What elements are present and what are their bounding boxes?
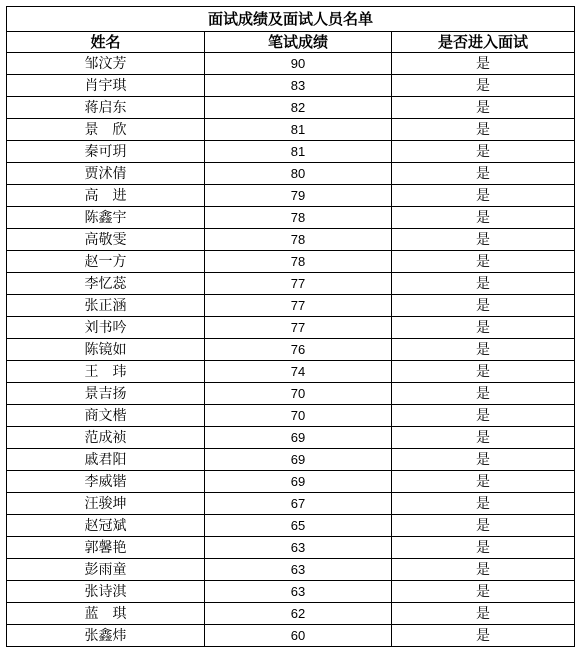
cell-score: 80 xyxy=(205,163,392,185)
cell-name: 张鑫炜 xyxy=(7,625,205,647)
cell-name: 赵冠斌 xyxy=(7,515,205,537)
table-row xyxy=(7,53,575,75)
cell-score: 78 xyxy=(205,207,392,229)
cell-name: 范成祯 xyxy=(7,427,205,449)
cell-interview: 是 xyxy=(392,185,575,207)
table-row xyxy=(7,207,575,229)
cell-name: 蒋启东 xyxy=(7,97,205,119)
title-row xyxy=(7,7,575,32)
table-row xyxy=(7,383,575,405)
cell-score: 77 xyxy=(205,273,392,295)
cell-score: 67 xyxy=(205,493,392,515)
table-row xyxy=(7,581,575,603)
cell-score: 63 xyxy=(205,537,392,559)
cell-name: 汪骏坤 xyxy=(7,493,205,515)
cell-interview: 是 xyxy=(392,625,575,647)
cell-name: 王 玮 xyxy=(7,361,205,383)
table-row xyxy=(7,537,575,559)
cell-score: 69 xyxy=(205,471,392,493)
table-row xyxy=(7,185,575,207)
table-row xyxy=(7,559,575,581)
cell-interview: 是 xyxy=(392,603,575,625)
cell-interview: 是 xyxy=(392,97,575,119)
cell-name: 邹汶芳 xyxy=(7,53,205,75)
cell-name: 高 进 xyxy=(7,185,205,207)
table-row xyxy=(7,427,575,449)
results-document xyxy=(6,6,575,647)
cell-score: 78 xyxy=(205,229,392,251)
cell-interview: 是 xyxy=(392,229,575,251)
cell-interview: 是 xyxy=(392,449,575,471)
cell-interview: 是 xyxy=(392,163,575,185)
cell-score: 81 xyxy=(205,141,392,163)
cell-name: 肖宇琪 xyxy=(7,75,205,97)
table-row xyxy=(7,515,575,537)
cell-interview: 是 xyxy=(392,317,575,339)
cell-score: 82 xyxy=(205,97,392,119)
cell-interview: 是 xyxy=(392,273,575,295)
table-row xyxy=(7,163,575,185)
cell-interview: 是 xyxy=(392,537,575,559)
table-row xyxy=(7,97,575,119)
cell-name: 秦可玥 xyxy=(7,141,205,163)
cell-name: 张诗淇 xyxy=(7,581,205,603)
cell-interview: 是 xyxy=(392,427,575,449)
cell-interview: 是 xyxy=(392,383,575,405)
cell-name: 商文楷 xyxy=(7,405,205,427)
cell-interview: 是 xyxy=(392,251,575,273)
cell-score: 63 xyxy=(205,581,392,603)
table-row xyxy=(7,273,575,295)
cell-name: 李忆蕊 xyxy=(7,273,205,295)
table-row xyxy=(7,603,575,625)
cell-name: 彭雨童 xyxy=(7,559,205,581)
cell-score: 79 xyxy=(205,185,392,207)
cell-interview: 是 xyxy=(392,581,575,603)
table-row xyxy=(7,317,575,339)
table-row xyxy=(7,295,575,317)
cell-interview: 是 xyxy=(392,339,575,361)
cell-score: 70 xyxy=(205,383,392,405)
cell-name: 郭馨艳 xyxy=(7,537,205,559)
cell-name: 景吉扬 xyxy=(7,383,205,405)
cell-score: 77 xyxy=(205,317,392,339)
cell-name: 景 欣 xyxy=(7,119,205,141)
table-row xyxy=(7,75,575,97)
cell-name: 高敬雯 xyxy=(7,229,205,251)
cell-name: 陈镜如 xyxy=(7,339,205,361)
cell-interview: 是 xyxy=(392,119,575,141)
cell-score: 81 xyxy=(205,119,392,141)
table-row xyxy=(7,625,575,647)
cell-interview: 是 xyxy=(392,75,575,97)
cell-interview: 是 xyxy=(392,405,575,427)
cell-score: 69 xyxy=(205,427,392,449)
header-row xyxy=(7,32,575,53)
cell-score: 83 xyxy=(205,75,392,97)
cell-name: 赵一方 xyxy=(7,251,205,273)
cell-score: 63 xyxy=(205,559,392,581)
cell-name: 蓝 琪 xyxy=(7,603,205,625)
cell-score: 74 xyxy=(205,361,392,383)
table-row xyxy=(7,251,575,273)
cell-interview: 是 xyxy=(392,295,575,317)
table-title: 面试成绩及面试人员名单 xyxy=(7,7,575,32)
cell-interview: 是 xyxy=(392,515,575,537)
cell-score: 60 xyxy=(205,625,392,647)
table-row xyxy=(7,141,575,163)
cell-name: 贾沭倩 xyxy=(7,163,205,185)
cell-score: 69 xyxy=(205,449,392,471)
cell-name: 陈鑫宇 xyxy=(7,207,205,229)
table-row xyxy=(7,229,575,251)
cell-name: 刘书吟 xyxy=(7,317,205,339)
cell-score: 90 xyxy=(205,53,392,75)
cell-name: 戚君阳 xyxy=(7,449,205,471)
cell-score: 78 xyxy=(205,251,392,273)
table-row xyxy=(7,361,575,383)
table-row xyxy=(7,471,575,493)
table-row xyxy=(7,405,575,427)
table-row xyxy=(7,493,575,515)
cell-score: 76 xyxy=(205,339,392,361)
table-row xyxy=(7,449,575,471)
cell-score: 62 xyxy=(205,603,392,625)
cell-score: 77 xyxy=(205,295,392,317)
cell-name: 李威锴 xyxy=(7,471,205,493)
table-row xyxy=(7,339,575,361)
cell-interview: 是 xyxy=(392,493,575,515)
header-score: 笔试成绩 xyxy=(205,32,392,53)
header-interview: 是否进入面试 xyxy=(392,32,575,53)
header-name: 姓名 xyxy=(7,32,205,53)
cell-name: 张正涵 xyxy=(7,295,205,317)
cell-interview: 是 xyxy=(392,207,575,229)
cell-interview: 是 xyxy=(392,141,575,163)
results-table xyxy=(6,6,575,647)
cell-interview: 是 xyxy=(392,53,575,75)
cell-interview: 是 xyxy=(392,471,575,493)
table-row xyxy=(7,119,575,141)
cell-score: 70 xyxy=(205,405,392,427)
cell-score: 65 xyxy=(205,515,392,537)
cell-interview: 是 xyxy=(392,361,575,383)
cell-interview: 是 xyxy=(392,559,575,581)
